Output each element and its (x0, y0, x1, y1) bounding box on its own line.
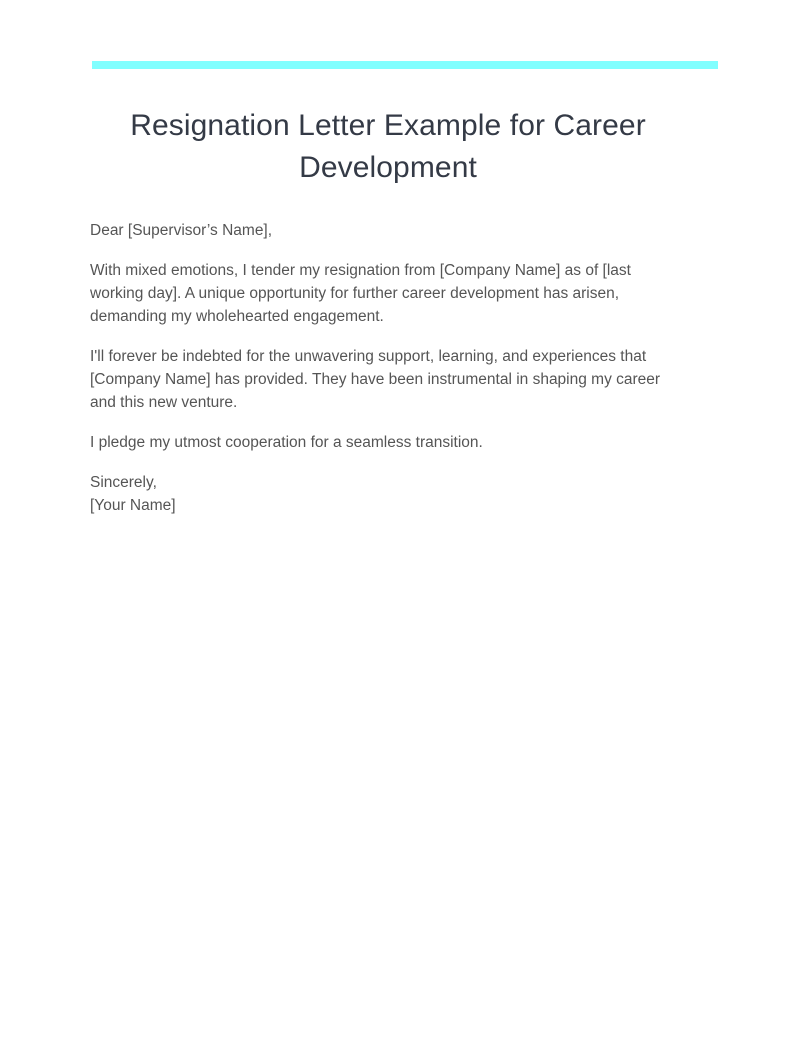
letter-body (90, 219, 686, 517)
signoff-block (90, 471, 686, 517)
letter-paragraph-2: I'll forever be indebted for the unwavering support, learning, and experiences that [Company Name] has provided. They have been instrumental in shaping my career and this new venture. (90, 348, 661, 411)
signature-line: [Your Name] (90, 497, 176, 514)
salutation-line: Dear [Supervisor’s Name], (90, 222, 273, 239)
document-content (90, 105, 686, 517)
letter-paragraph-3: I pledge my utmost cooperation for a seamless transition. (90, 434, 483, 451)
page-title: Resignation Letter Example for Career Development (130, 109, 646, 184)
letter-paragraph-1: With mixed emotions, I tender my resignation from [Company Name] as of [last working day]. A unique opportunity for further career development has arisen, demanding my wholehearted engagement. (90, 262, 631, 325)
closing-line: Sincerely, (90, 474, 157, 491)
top-accent-bar (92, 61, 718, 69)
